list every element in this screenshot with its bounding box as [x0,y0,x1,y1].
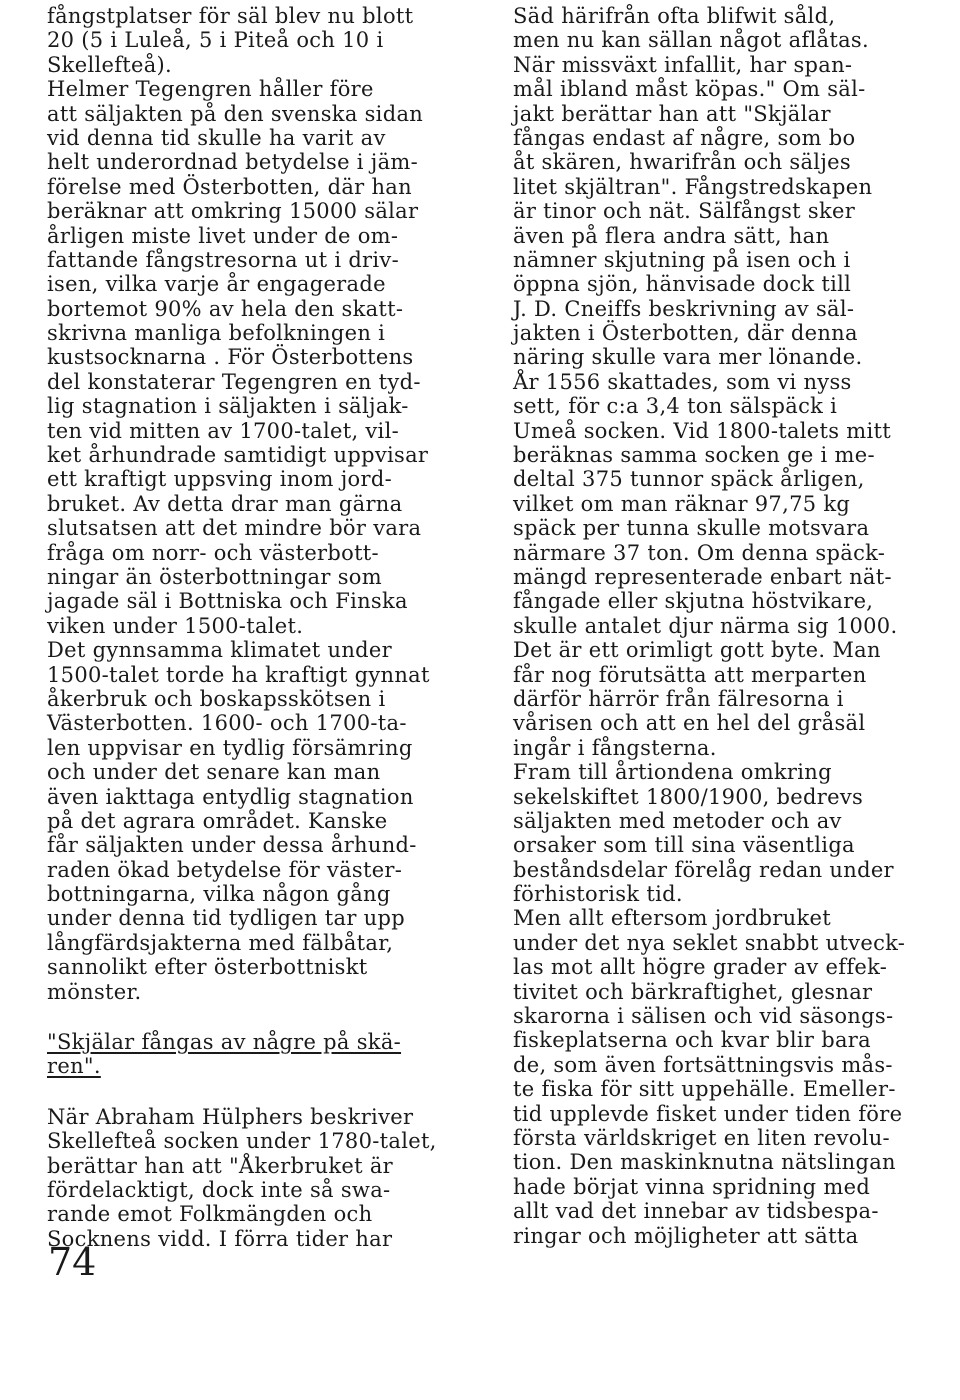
text-line: Det gynnsamma klimatet under [47,638,392,663]
text-line: orsaker som till sina väsentliga [513,833,855,858]
text-line: jagade säl i Bottniska och Finska [47,589,408,614]
text-line: "Skjälar fångas av någre på skä- [47,1030,402,1055]
paragraph [47,77,487,638]
text-line: berättar han att "Åkerbruket är [47,1153,394,1178]
text-line: Västerbotten. 1600- och 1700-ta- [47,711,407,736]
text-line: fiskeplatserna och kvar blir bara [513,1028,871,1053]
text-line: te fiska för sitt uppehälle. Emeller- [513,1077,896,1102]
text-line: skarorna i sälisen och vid säsongs- [513,1004,894,1029]
text-line: sekelskiftet 1800/1900, bedrevs [513,784,864,809]
text-line: bottningarna, vilka någon gång [47,882,391,907]
text-line: att säljakten på den svenska sidan [47,101,424,126]
text-line: fördelacktigt, dock inte så swa- [47,1177,391,1202]
left-column [47,4,487,1251]
text-line: Men allt eftersom jordbruket [513,906,831,931]
text-line: J. D. Cneiffs beskrivning av säl- [513,296,855,321]
section-heading [47,1030,487,1079]
text-line: och under det senare kan man [47,760,381,785]
text-line: får säljakten under dessa århund- [47,833,417,858]
text-line: vårisen och att en hel del gråsäl [513,711,866,736]
text-line: beräknar att omkring 15000 sälar [47,199,419,224]
text-line: hade börjat vinna spridning med [513,1174,871,1199]
text-line: ett kraftigt uppsving inom jord- [47,467,392,492]
text-line: därför härrör från fälresorna i [513,686,844,711]
paragraph [47,4,487,77]
paragraph [47,638,487,1004]
text-line: len uppvisar en tydlig försämring [47,735,413,760]
text-line: Det är ett orimligt gott byte. Man [513,638,881,663]
text-line: tivitet och bärkraftighet, glesnar [513,979,873,1004]
text-line: bortemot 90% av hela den skatt- [47,296,404,321]
paragraph [513,760,943,906]
text-line: bruket. Av detta drar man gärna [47,491,403,516]
text-line: vilket om man räknar 97,75 kg [513,491,851,516]
text-line: åkerbruk och boskapsskötsen i [47,686,386,711]
text-line: fattande fångstresorna ut i driv- [47,247,399,272]
text-line: mål ibland måst köpas." Om säl- [513,77,866,102]
text-line: vid denna tid skulle ha varit av [47,125,386,150]
text-line: del konstaterar Tegengren en tyd- [47,369,421,394]
text-line: År 1556 skattades, som vi nyss [513,369,852,394]
text-line: späck per tunna skulle motsvara [513,516,870,541]
text-line: Säd härifrån ofta blifwit såld, [513,4,836,28]
text-line: sannolikt efter österbottniskt [47,955,368,980]
text-line: även iakttaga entydlig stagnation [47,784,414,809]
right-column [513,4,943,1248]
text-line: första världskriget en liten revolu- [513,1125,890,1150]
text-line: När missväxt infallit, har span- [513,52,853,77]
text-line: mängd representerade enbart nät- [513,564,892,589]
text-line: ingår i fångsterna. [513,735,717,760]
paragraph [513,4,943,370]
text-line: är tinor och nät. Sälfångst sker [513,199,856,224]
text-line: ren". [47,1054,101,1079]
text-line: öppna sjön, hänvisade dock till [513,272,852,297]
text-line: fångas endast af någre, som bo [513,125,856,150]
text-line: beståndsdelar förelåg redan under [513,857,894,882]
text-line: Socknens vidd. I förra tider har [47,1226,393,1251]
section-gap [47,1004,487,1030]
text-line: deltal 375 tunnor späck årligen, [513,467,865,492]
text-line: jakten i Österbotten, där denna [513,321,858,346]
text-line: ningar än österbottningar som [47,564,382,589]
text-line: Fram till årtiondena omkring [513,760,832,785]
text-line: 1500-talet torde ha kraftigt gynnat [47,662,430,687]
text-line: slutsatsen att det mindre bör vara [47,516,422,541]
text-line: fråga om norr- och västerbott- [47,540,379,565]
text-line: Umeå socken. Vid 1800-talets mitt [513,418,892,443]
text-line: förhistorisk tid. [513,882,683,907]
text-line: ket århundrade samtidigt uppvisar [47,443,429,468]
text-line: rande emot Folkmängden och [47,1202,373,1227]
text-line: jakt berättar han att "Skjälar [513,101,831,126]
paragraph [513,906,943,1247]
text-line: mönster. [47,979,142,1004]
text-line: Skellefteå). [47,52,173,77]
text-line: säljakten med metoder och av [513,808,842,833]
text-line: även på flera andra sätt, han [513,223,830,248]
text-line: nämner skjutning på isen och i [513,247,851,272]
text-line: men nu kan sällan något aflåtas. [513,28,869,53]
text-line: Helmer Tegengren håller före [47,77,374,102]
text-line: skrivna manliga befolkningen i [47,321,386,346]
text-line: raden ökad betydelse för väster- [47,857,403,882]
text-line: beräknas samma socken ge i me- [513,443,875,468]
text-line: fångade eller skjutna höstvikare, [513,589,874,614]
text-line: kustsocknarna . För Österbottens [47,345,414,370]
text-line: sett, för c:a 3,4 ton sälspäck i [513,394,838,419]
text-line: under det nya seklet snabbt utveck- [513,930,906,955]
page-number: 74 [48,1240,97,1284]
text-line: fångstplatser för säl blev nu blott [47,4,414,28]
text-line: åt skären, hwarifrån och säljes [513,150,851,175]
text-line: lig stagnation i säljakten i säljak- [47,394,409,419]
text-line: 20 (5 i Luleå, 5 i Piteå och 10 i [47,28,384,53]
text-line: får nog förutsätta att merparten [513,662,867,687]
text-line: allt vad det innebar av tidsbespa- [513,1199,879,1224]
text-line: isen, vilka varje år engagerade [47,272,386,297]
text-line: litet skjältran". Fångstredskapen [513,174,873,199]
text-line: på det agrara området. Kanske [47,808,388,833]
text-line: las mot allt högre grader av effek- [513,955,888,980]
section-gap [47,1079,487,1105]
text-line: de, som även fortsättningsvis mås- [513,1052,893,1077]
text-line: årligen miste livet under de om- [47,223,399,248]
text-line: viken under 1500-talet. [47,613,304,638]
text-line: helt underordnad betydelse i jäm- [47,150,419,175]
text-line: Skellefteå socken under 1780-talet, [47,1129,437,1154]
text-line: skulle antalet djur närma sig 1000. [513,613,898,638]
text-line: långfärdsjakterna med fälbåtar, [47,930,394,955]
text-line: tion. Den maskinknutna nätslingan [513,1150,896,1175]
text-line: ten vid mitten av 1700-talet, vil- [47,418,399,443]
paragraph [513,370,943,760]
text-line: förelse med Österbotten, där han [47,174,412,199]
text-line: tid upplevde fisket under tiden före [513,1101,903,1126]
paragraph [47,1105,487,1251]
text-line: näring skulle vara mer lönande. [513,345,863,370]
text-line: ringar och möjligheter att sätta [513,1223,859,1248]
text-line: under denna tid tydligen tar upp [47,906,405,931]
text-line: närmare 37 ton. Om denna späck- [513,540,886,565]
text-line: När Abraham Hülphers beskriver [47,1104,414,1129]
